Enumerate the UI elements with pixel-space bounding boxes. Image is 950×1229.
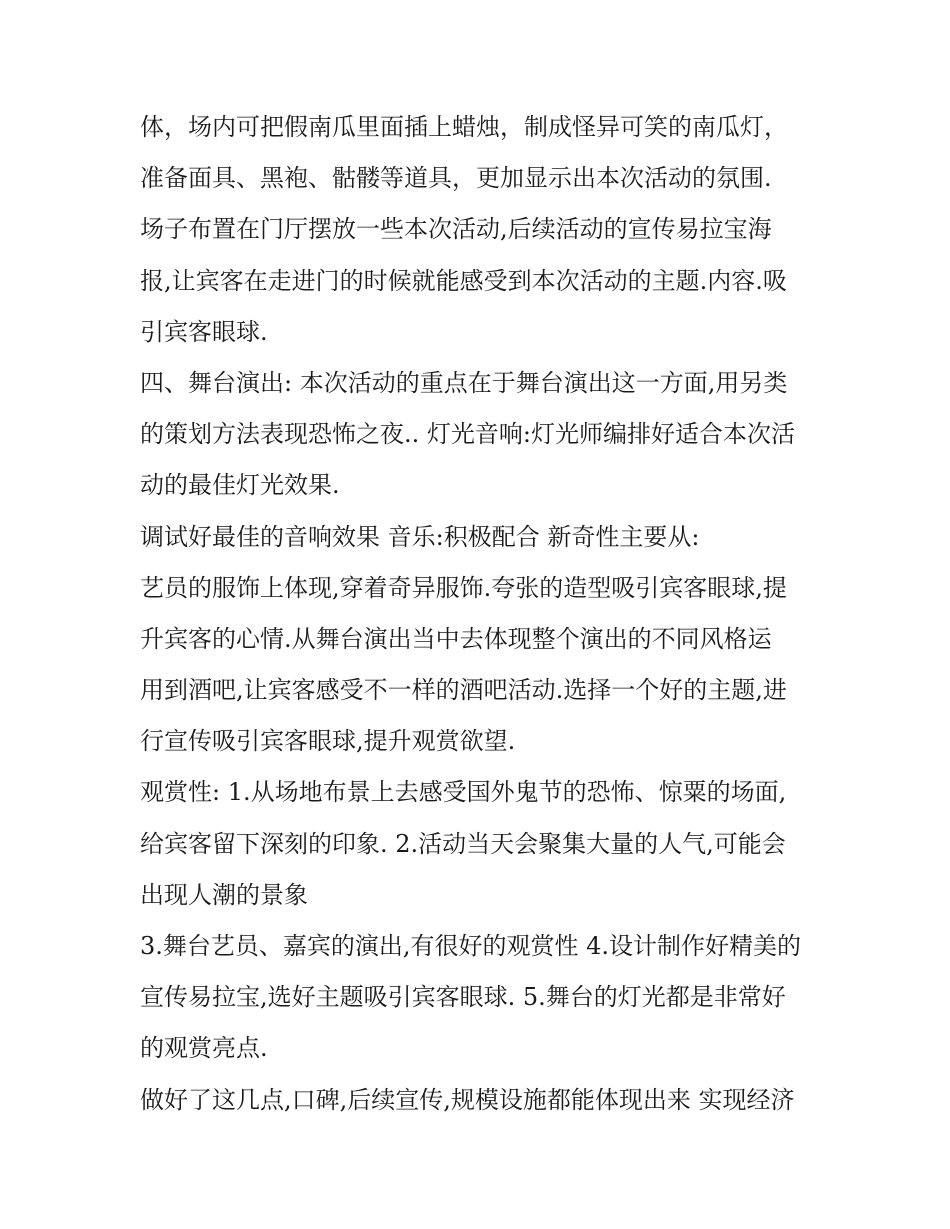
- text-line: 场子布置在门厅摆放一些本次活动,后续活动的宣传易拉宝海: [140, 215, 772, 244]
- text-line: 体，场内可把假南瓜里面插上蜡烛，制成怪异可笑的南瓜灯，: [140, 113, 788, 141]
- text-line: 升宾客的心情.从舞台演出当中去体现整个演出的不同风格运: [140, 624, 772, 653]
- text-line: 用到酒吧,让宾客感受不一样的酒吧活动.选择一个好的主题,进: [140, 676, 787, 705]
- text-line: 出现人潮的景象: [140, 880, 308, 909]
- text-line: 做好了这几点,口碑,后续宣传,规模设施都能体现出来 实现经济: [140, 1085, 795, 1114]
- text-line: 观赏性: 1.从场地布景上去感受国外鬼节的恐怖、惊粟的场面,: [140, 778, 787, 807]
- text-line: 引宾客眼球.: [140, 317, 268, 346]
- text-line: 行宣传吸引宾客眼球,提升观赏欲望.: [140, 727, 516, 756]
- text-line: 给宾客留下深刻的印象. 2.活动当天会聚集大量的人气,可能会: [140, 829, 786, 858]
- text-line: 报,让宾客在走进门的时候就能感受到本次活动的主题.内容.吸: [140, 266, 787, 295]
- text-line: 动的最佳灯光效果.: [140, 471, 340, 500]
- text-line: 四、舞台演出: 本次活动的重点在于舞台演出这一方面,用另类: [140, 368, 788, 397]
- text-line: 艺员的服饰上体现,穿着奇异服饰.夸张的造型吸引宾客眼球,提: [140, 573, 787, 602]
- text-line: 的观赏亮点.: [140, 1034, 268, 1063]
- text-line: 调试好最佳的音响效果 音乐:积极配合 新奇性主要从:: [140, 522, 700, 551]
- document-body: [140, 102, 820, 1126]
- text-line: 准备面具、黑袍、骷髅等道具，更加显示出本次活动的氛围.: [140, 164, 772, 193]
- text-line: 3.舞台艺员、嘉宾的演出,有很好的观赏性 4.设计制作好精美的: [140, 932, 802, 960]
- text-line: 宣传易拉宝,选好主题吸引宾客眼球. 5.舞台的灯光都是非常好: [140, 983, 786, 1012]
- text-line: 的策划方法表现恐怖之夜.. 灯光音响:灯光师编排好适合本次活: [140, 420, 795, 449]
